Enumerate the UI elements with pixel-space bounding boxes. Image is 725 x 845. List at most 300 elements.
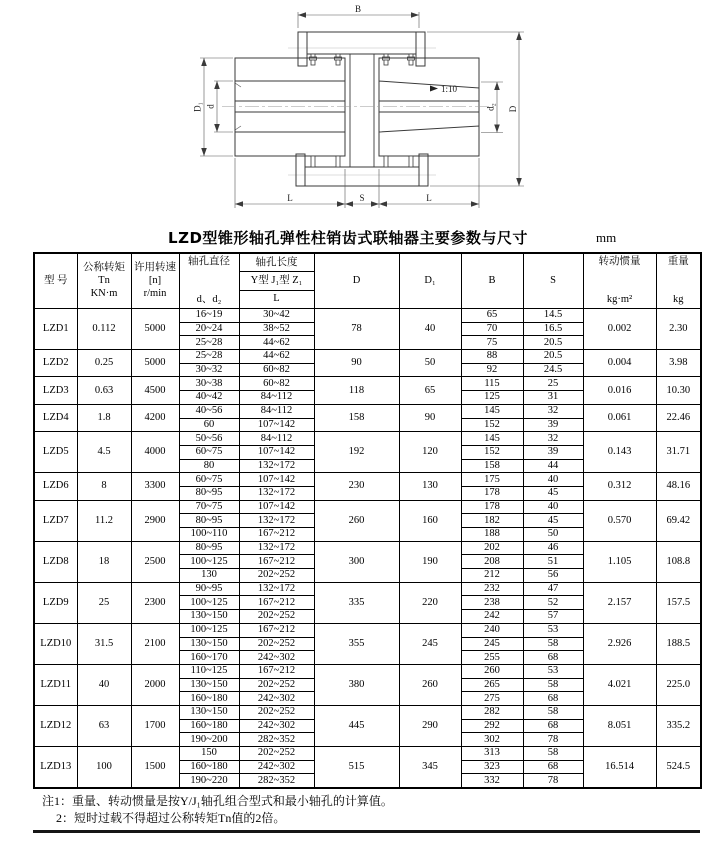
bore-len-cell: 132~172 bbox=[239, 514, 314, 528]
dim-D1-cell: 90 bbox=[399, 404, 461, 431]
dim-B-cell: 65 bbox=[461, 309, 523, 323]
bore-dia-cell: 25~28 bbox=[179, 336, 239, 350]
bore-dia-header-name: 轴孔直径 bbox=[188, 256, 230, 267]
bore-dia-cell: 30~38 bbox=[179, 377, 239, 391]
dim-S-cell: 68 bbox=[523, 719, 583, 733]
torque-header-symbol: Tn bbox=[98, 275, 110, 286]
dim-B-cell: 212 bbox=[461, 569, 523, 583]
dim-S-cell: 52 bbox=[523, 596, 583, 610]
speed-cell: 1500 bbox=[131, 747, 179, 789]
bore-len-cell: 84~112 bbox=[239, 432, 314, 446]
bore-dia-cell: 130~150 bbox=[179, 610, 239, 624]
dim-D1-cell: 290 bbox=[399, 705, 461, 746]
inertia-cell: 0.004 bbox=[583, 350, 656, 377]
bore-len-cell: 167~212 bbox=[239, 664, 314, 678]
table-row bbox=[34, 664, 701, 678]
right-hub bbox=[379, 58, 479, 156]
inertia-cell: 1.105 bbox=[583, 541, 656, 582]
bore-len-cell: 44~62 bbox=[239, 336, 314, 350]
table-row bbox=[34, 500, 701, 514]
bore-len-cell: 202~252 bbox=[239, 637, 314, 651]
bore-dia-cell: 80~95 bbox=[179, 486, 239, 500]
bore-dia-cell: 130~150 bbox=[179, 678, 239, 692]
dimension-B bbox=[298, 4, 419, 28]
dim-S-cell: 20.5 bbox=[523, 350, 583, 364]
dim-label-d: d bbox=[205, 104, 216, 109]
bore-len-cell: 60~82 bbox=[239, 377, 314, 391]
bore-dia-cell: 60~75 bbox=[179, 445, 239, 459]
footnote-2: 2：短时过载不得超过公称转矩Tn值的2倍。 bbox=[56, 811, 286, 825]
bore-dia-cell: 80~95 bbox=[179, 541, 239, 555]
bore-len-cell: 242~302 bbox=[239, 760, 314, 774]
weight-cell: 3.98 bbox=[656, 350, 701, 377]
speed-header-name: 许用转速 bbox=[134, 262, 176, 273]
dim-S-cell: 58 bbox=[523, 747, 583, 761]
weight-header-unit: kg bbox=[673, 294, 684, 305]
bore-len-cell: 242~302 bbox=[239, 692, 314, 706]
speed-cell: 2300 bbox=[131, 582, 179, 623]
bore-len-cell: 202~252 bbox=[239, 747, 314, 761]
torque-cell: 25 bbox=[77, 582, 131, 623]
model-cell: LZD11 bbox=[34, 664, 77, 705]
speed-cell: 4200 bbox=[131, 404, 179, 431]
elastic-pins-bottom bbox=[311, 156, 413, 167]
weight-cell: 188.5 bbox=[656, 623, 701, 664]
dim-B-cell: 115 bbox=[461, 377, 523, 391]
bore-len-cell: 202~252 bbox=[239, 705, 314, 719]
col-header-weight bbox=[656, 253, 701, 309]
bore-dia-cell: 20~24 bbox=[179, 322, 239, 336]
bore-len-cell: 107~142 bbox=[239, 445, 314, 459]
col-header-speed bbox=[131, 253, 179, 309]
speed-cell: 1700 bbox=[131, 705, 179, 746]
bore-len-cell: 167~212 bbox=[239, 596, 314, 610]
speed-header-unit: r/min bbox=[143, 288, 167, 299]
bore-len-cell: 107~142 bbox=[239, 500, 314, 514]
bore-len-cell: 132~172 bbox=[239, 582, 314, 596]
table-row bbox=[34, 404, 701, 418]
bore-len-cell: 202~252 bbox=[239, 569, 314, 583]
bore-dia-cell: 160~170 bbox=[179, 651, 239, 665]
dim-D-cell: 158 bbox=[314, 404, 399, 431]
bore-dia-cell: 80 bbox=[179, 459, 239, 473]
bore-dia-cell: 130 bbox=[179, 569, 239, 583]
dim-D1-cell: 245 bbox=[399, 623, 461, 664]
lower-sleeve bbox=[296, 154, 428, 186]
dimension-D bbox=[427, 32, 524, 186]
speed-cell: 4500 bbox=[131, 377, 179, 404]
dim-B-cell: 152 bbox=[461, 445, 523, 459]
weight-cell: 22.46 bbox=[656, 404, 701, 431]
dim-D-cell: 118 bbox=[314, 377, 399, 404]
bore-dia-cell: 40~56 bbox=[179, 404, 239, 418]
bore-len-cell: 132~172 bbox=[239, 541, 314, 555]
col-header-S: S bbox=[523, 253, 583, 309]
inertia-cell: 0.002 bbox=[583, 309, 656, 350]
dim-label-D: D bbox=[508, 105, 518, 113]
model-cell: LZD13 bbox=[34, 747, 77, 789]
bore-len-cell: 30~42 bbox=[239, 309, 314, 323]
bore-dia-cell: 110~125 bbox=[179, 664, 239, 678]
table-row bbox=[34, 623, 701, 637]
upper-sleeve bbox=[298, 32, 425, 66]
table-row bbox=[34, 473, 701, 487]
col-header-D1: D₁ bbox=[399, 253, 461, 309]
dim-D-cell: 335 bbox=[314, 582, 399, 623]
inertia-cell: 4.021 bbox=[583, 664, 656, 705]
torque-cell: 63 bbox=[77, 705, 131, 746]
table-row bbox=[34, 432, 701, 446]
speed-cell: 2000 bbox=[131, 664, 179, 705]
dim-S-cell: 78 bbox=[523, 774, 583, 788]
col-header-model: 型 号 bbox=[34, 253, 77, 309]
speed-cell: 3300 bbox=[131, 473, 179, 500]
dim-label-L-left: L bbox=[287, 193, 293, 203]
table-row bbox=[34, 541, 701, 555]
weight-cell: 524.5 bbox=[656, 747, 701, 789]
bore-dia-cell: 190~220 bbox=[179, 774, 239, 788]
dim-S-cell: 78 bbox=[523, 733, 583, 747]
bore-dia-header-symbol: d、d₂ bbox=[196, 294, 222, 305]
dim-B-cell: 275 bbox=[461, 692, 523, 706]
dim-D-cell: 445 bbox=[314, 705, 399, 746]
dim-S-cell: 68 bbox=[523, 651, 583, 665]
page-title: LZD型锥形轴孔弹性柱销齿式联轴器主要参数与尺寸 bbox=[168, 229, 528, 247]
dim-B-cell: 260 bbox=[461, 664, 523, 678]
bore-len-cell: 202~252 bbox=[239, 678, 314, 692]
dim-B-cell: 125 bbox=[461, 391, 523, 405]
table-row bbox=[34, 377, 701, 391]
dim-S-cell: 53 bbox=[523, 664, 583, 678]
dim-D1-cell: 50 bbox=[399, 350, 461, 377]
dim-B-cell: 255 bbox=[461, 651, 523, 665]
footnote-1: 注1：重量、转动惯量是按Y/J₁轴孔组合型式和最小轴孔的计算值。 bbox=[42, 794, 393, 808]
dim-D-cell: 260 bbox=[314, 500, 399, 541]
dim-B-cell: 240 bbox=[461, 623, 523, 637]
torque-cell: 18 bbox=[77, 541, 131, 582]
bore-len-cell: 107~142 bbox=[239, 418, 314, 432]
inertia-cell: 2.926 bbox=[583, 623, 656, 664]
torque-header-unit: KN·m bbox=[90, 288, 118, 299]
model-cell: LZD8 bbox=[34, 541, 77, 582]
dim-B-cell: 178 bbox=[461, 486, 523, 500]
bore-dia-cell: 40~42 bbox=[179, 391, 239, 405]
weight-cell: 335.2 bbox=[656, 705, 701, 746]
spec-table-body bbox=[34, 309, 701, 789]
model-cell: LZD12 bbox=[34, 705, 77, 746]
dim-D-cell: 380 bbox=[314, 664, 399, 705]
dimension-LSL bbox=[235, 158, 479, 208]
bore-len-cell: 242~302 bbox=[239, 651, 314, 665]
bottom-rule bbox=[33, 830, 700, 833]
bore-len-cell: 132~172 bbox=[239, 459, 314, 473]
dim-B-cell: 232 bbox=[461, 582, 523, 596]
torque-cell: 0.25 bbox=[77, 350, 131, 377]
col-header-bore-dia bbox=[179, 253, 239, 309]
bore-len-cell: 167~212 bbox=[239, 623, 314, 637]
dim-label-B: B bbox=[354, 4, 362, 14]
bore-dia-cell: 100~125 bbox=[179, 596, 239, 610]
bore-dia-cell: 100~125 bbox=[179, 555, 239, 569]
torque-cell: 1.8 bbox=[77, 404, 131, 431]
inertia-cell: 0.061 bbox=[583, 404, 656, 431]
torque-cell: 4.5 bbox=[77, 432, 131, 473]
speed-cell: 2900 bbox=[131, 500, 179, 541]
bore-len-cell: 107~142 bbox=[239, 473, 314, 487]
dim-S-cell: 57 bbox=[523, 610, 583, 624]
table-row bbox=[34, 747, 701, 761]
model-cell: LZD4 bbox=[34, 404, 77, 431]
taper-ratio-label: 1:10 bbox=[441, 84, 458, 94]
torque-cell: 31.5 bbox=[77, 623, 131, 664]
dim-B-cell: 302 bbox=[461, 733, 523, 747]
col-header-inertia bbox=[583, 253, 656, 309]
bore-len-cell: 84~112 bbox=[239, 404, 314, 418]
bore-dia-cell: 150 bbox=[179, 747, 239, 761]
bore-len-cell: 242~302 bbox=[239, 719, 314, 733]
col-header-bore-len: 轴孔长度 bbox=[239, 253, 314, 272]
dim-B-cell: 313 bbox=[461, 747, 523, 761]
bore-len-cell: 167~212 bbox=[239, 555, 314, 569]
inertia-cell: 0.312 bbox=[583, 473, 656, 500]
dim-B-cell: 242 bbox=[461, 610, 523, 624]
dim-B-cell: 178 bbox=[461, 500, 523, 514]
torque-cell: 0.112 bbox=[77, 309, 131, 350]
dim-S-cell: 24.5 bbox=[523, 363, 583, 377]
torque-cell: 40 bbox=[77, 664, 131, 705]
table-row bbox=[34, 350, 701, 364]
bore-dia-cell: 100~110 bbox=[179, 528, 239, 542]
model-cell: LZD10 bbox=[34, 623, 77, 664]
inertia-cell: 2.157 bbox=[583, 582, 656, 623]
dim-D-cell: 515 bbox=[314, 747, 399, 789]
bore-dia-cell: 30~32 bbox=[179, 363, 239, 377]
dim-S-cell: 45 bbox=[523, 514, 583, 528]
dim-S-cell: 14.5 bbox=[523, 309, 583, 323]
left-hub bbox=[235, 58, 345, 156]
dim-D1-cell: 120 bbox=[399, 432, 461, 473]
speed-cell: 5000 bbox=[131, 309, 179, 350]
dim-D1-cell: 160 bbox=[399, 500, 461, 541]
weight-cell: 225.0 bbox=[656, 664, 701, 705]
bore-dia-cell: 25~28 bbox=[179, 350, 239, 364]
unit-label: mm bbox=[596, 230, 617, 245]
dim-S-cell: 50 bbox=[523, 528, 583, 542]
dim-B-cell: 323 bbox=[461, 760, 523, 774]
spec-table-head bbox=[34, 253, 701, 309]
dim-S-cell: 58 bbox=[523, 678, 583, 692]
col-header-D: D bbox=[314, 253, 399, 309]
bore-dia-cell: 80~95 bbox=[179, 514, 239, 528]
dim-D-cell: 300 bbox=[314, 541, 399, 582]
dim-B-cell: 188 bbox=[461, 528, 523, 542]
bore-len-cell: 132~172 bbox=[239, 486, 314, 500]
spec-table-wrap bbox=[33, 252, 700, 789]
dim-B-cell: 88 bbox=[461, 350, 523, 364]
bore-len-cell: 84~112 bbox=[239, 391, 314, 405]
bore-dia-cell: 100~125 bbox=[179, 623, 239, 637]
model-cell: LZD7 bbox=[34, 500, 77, 541]
dim-B-cell: 282 bbox=[461, 705, 523, 719]
bore-len-cell: 167~212 bbox=[239, 528, 314, 542]
col-header-bore-len-symbol: L bbox=[239, 290, 314, 308]
inertia-cell: 0.016 bbox=[583, 377, 656, 404]
dim-S-cell: 47 bbox=[523, 582, 583, 596]
dim-B-cell: 202 bbox=[461, 541, 523, 555]
torque-cell: 8 bbox=[77, 473, 131, 500]
dim-B-cell: 92 bbox=[461, 363, 523, 377]
taper-arrow-icon bbox=[430, 86, 438, 92]
dim-D-cell: 78 bbox=[314, 309, 399, 350]
dim-S-cell: 56 bbox=[523, 569, 583, 583]
bore-dia-cell: 50~56 bbox=[179, 432, 239, 446]
inertia-header-name: 转动惯量 bbox=[598, 256, 641, 267]
dim-B-cell: 245 bbox=[461, 637, 523, 651]
dim-B-cell: 70 bbox=[461, 322, 523, 336]
dim-D1-cell: 40 bbox=[399, 309, 461, 350]
dim-B-cell: 158 bbox=[461, 459, 523, 473]
dim-S-cell: 20.5 bbox=[523, 336, 583, 350]
dim-S-cell: 45 bbox=[523, 486, 583, 500]
dim-S-cell: 32 bbox=[523, 432, 583, 446]
bore-dia-cell: 60 bbox=[179, 418, 239, 432]
dim-S-cell: 40 bbox=[523, 473, 583, 487]
dim-B-cell: 292 bbox=[461, 719, 523, 733]
dim-S-cell: 44 bbox=[523, 459, 583, 473]
dim-S-cell: 39 bbox=[523, 418, 583, 432]
dim-S-cell: 68 bbox=[523, 692, 583, 706]
bore-dia-cell: 60~75 bbox=[179, 473, 239, 487]
dim-D-cell: 192 bbox=[314, 432, 399, 473]
dim-D1-cell: 220 bbox=[399, 582, 461, 623]
dim-S-cell: 58 bbox=[523, 637, 583, 651]
torque-header-name: 公称转矩 bbox=[83, 262, 125, 273]
speed-cell: 4000 bbox=[131, 432, 179, 473]
dim-label-L-right: L bbox=[426, 193, 432, 203]
weight-cell: 31.71 bbox=[656, 432, 701, 473]
model-cell: LZD2 bbox=[34, 350, 77, 377]
model-cell: LZD5 bbox=[34, 432, 77, 473]
elastic-pins-top bbox=[310, 54, 415, 65]
bore-len-cell: 202~252 bbox=[239, 610, 314, 624]
bore-dia-cell: 16~19 bbox=[179, 309, 239, 323]
bore-dia-cell: 130~150 bbox=[179, 705, 239, 719]
center-spacer bbox=[350, 54, 374, 167]
dim-B-cell: 332 bbox=[461, 774, 523, 788]
speed-cell: 5000 bbox=[131, 350, 179, 377]
bore-dia-cell: 90~95 bbox=[179, 582, 239, 596]
weight-header-name: 重量 bbox=[667, 256, 689, 267]
weight-cell: 2.30 bbox=[656, 309, 701, 350]
torque-cell: 11.2 bbox=[77, 500, 131, 541]
dim-label-D1: D₁ bbox=[192, 102, 203, 112]
dim-S-cell: 39 bbox=[523, 445, 583, 459]
bore-len-cell: 44~62 bbox=[239, 350, 314, 364]
dim-D-cell: 355 bbox=[314, 623, 399, 664]
coupling-section-diagram bbox=[172, 4, 552, 216]
dim-B-cell: 182 bbox=[461, 514, 523, 528]
dim-S-cell: 25 bbox=[523, 377, 583, 391]
dimension-d2 bbox=[481, 82, 503, 133]
bore-len-cell: 38~52 bbox=[239, 322, 314, 336]
bore-len-cell: 60~82 bbox=[239, 363, 314, 377]
dim-S-cell: 31 bbox=[523, 391, 583, 405]
dim-D-cell: 230 bbox=[314, 473, 399, 500]
spec-table bbox=[33, 252, 702, 789]
dim-S-cell: 46 bbox=[523, 541, 583, 555]
inertia-header-unit: kg·m² bbox=[606, 294, 633, 305]
table-row bbox=[34, 309, 701, 323]
dim-S-cell: 68 bbox=[523, 760, 583, 774]
dim-S-cell: 32 bbox=[523, 404, 583, 418]
dim-D1-cell: 260 bbox=[399, 664, 461, 705]
weight-cell: 69.42 bbox=[656, 500, 701, 541]
bore-dia-cell: 70~75 bbox=[179, 500, 239, 514]
weight-cell: 10.30 bbox=[656, 377, 701, 404]
dim-B-cell: 145 bbox=[461, 404, 523, 418]
bore-dia-cell: 160~180 bbox=[179, 719, 239, 733]
dim-B-cell: 238 bbox=[461, 596, 523, 610]
dim-label-S: S bbox=[359, 193, 365, 203]
dim-B-cell: 265 bbox=[461, 678, 523, 692]
col-header-torque bbox=[77, 253, 131, 309]
dim-B-cell: 152 bbox=[461, 418, 523, 432]
dim-B-cell: 208 bbox=[461, 555, 523, 569]
dim-S-cell: 51 bbox=[523, 555, 583, 569]
dim-S-cell: 53 bbox=[523, 623, 583, 637]
torque-cell: 100 bbox=[77, 747, 131, 789]
dim-D-cell: 90 bbox=[314, 350, 399, 377]
bore-dia-cell: 160~180 bbox=[179, 692, 239, 706]
weight-cell: 157.5 bbox=[656, 582, 701, 623]
dim-B-cell: 75 bbox=[461, 336, 523, 350]
dim-S-cell: 58 bbox=[523, 705, 583, 719]
header-row-1 bbox=[34, 253, 701, 272]
col-header-B: B bbox=[461, 253, 523, 309]
model-cell: LZD3 bbox=[34, 377, 77, 404]
bore-dia-cell: 190~200 bbox=[179, 733, 239, 747]
dim-label-d2: d₂ bbox=[485, 103, 496, 111]
inertia-cell: 0.143 bbox=[583, 432, 656, 473]
speed-cell: 2500 bbox=[131, 541, 179, 582]
coupling-drawing bbox=[172, 4, 552, 216]
model-cell: LZD9 bbox=[34, 582, 77, 623]
dim-D1-cell: 130 bbox=[399, 473, 461, 500]
table-row bbox=[34, 582, 701, 596]
dim-D1-cell: 190 bbox=[399, 541, 461, 582]
bore-len-cell: 282~352 bbox=[239, 733, 314, 747]
speed-cell: 2100 bbox=[131, 623, 179, 664]
footnotes bbox=[42, 793, 393, 827]
dim-S-cell: 16.5 bbox=[523, 322, 583, 336]
weight-cell: 108.8 bbox=[656, 541, 701, 582]
dim-S-cell: 40 bbox=[523, 500, 583, 514]
dim-D1-cell: 345 bbox=[399, 747, 461, 789]
torque-cell: 0.63 bbox=[77, 377, 131, 404]
model-cell: LZD6 bbox=[34, 473, 77, 500]
inertia-cell: 8.051 bbox=[583, 705, 656, 746]
inertia-cell: 0.570 bbox=[583, 500, 656, 541]
speed-header-symbol: [n] bbox=[148, 275, 162, 286]
dim-B-cell: 145 bbox=[461, 432, 523, 446]
dim-D1-cell: 65 bbox=[399, 377, 461, 404]
dim-B-cell: 175 bbox=[461, 473, 523, 487]
model-cell: LZD1 bbox=[34, 309, 77, 350]
bore-dia-cell: 130~150 bbox=[179, 637, 239, 651]
weight-cell: 48.16 bbox=[656, 473, 701, 500]
table-row bbox=[34, 705, 701, 719]
bore-dia-cell: 160~180 bbox=[179, 760, 239, 774]
